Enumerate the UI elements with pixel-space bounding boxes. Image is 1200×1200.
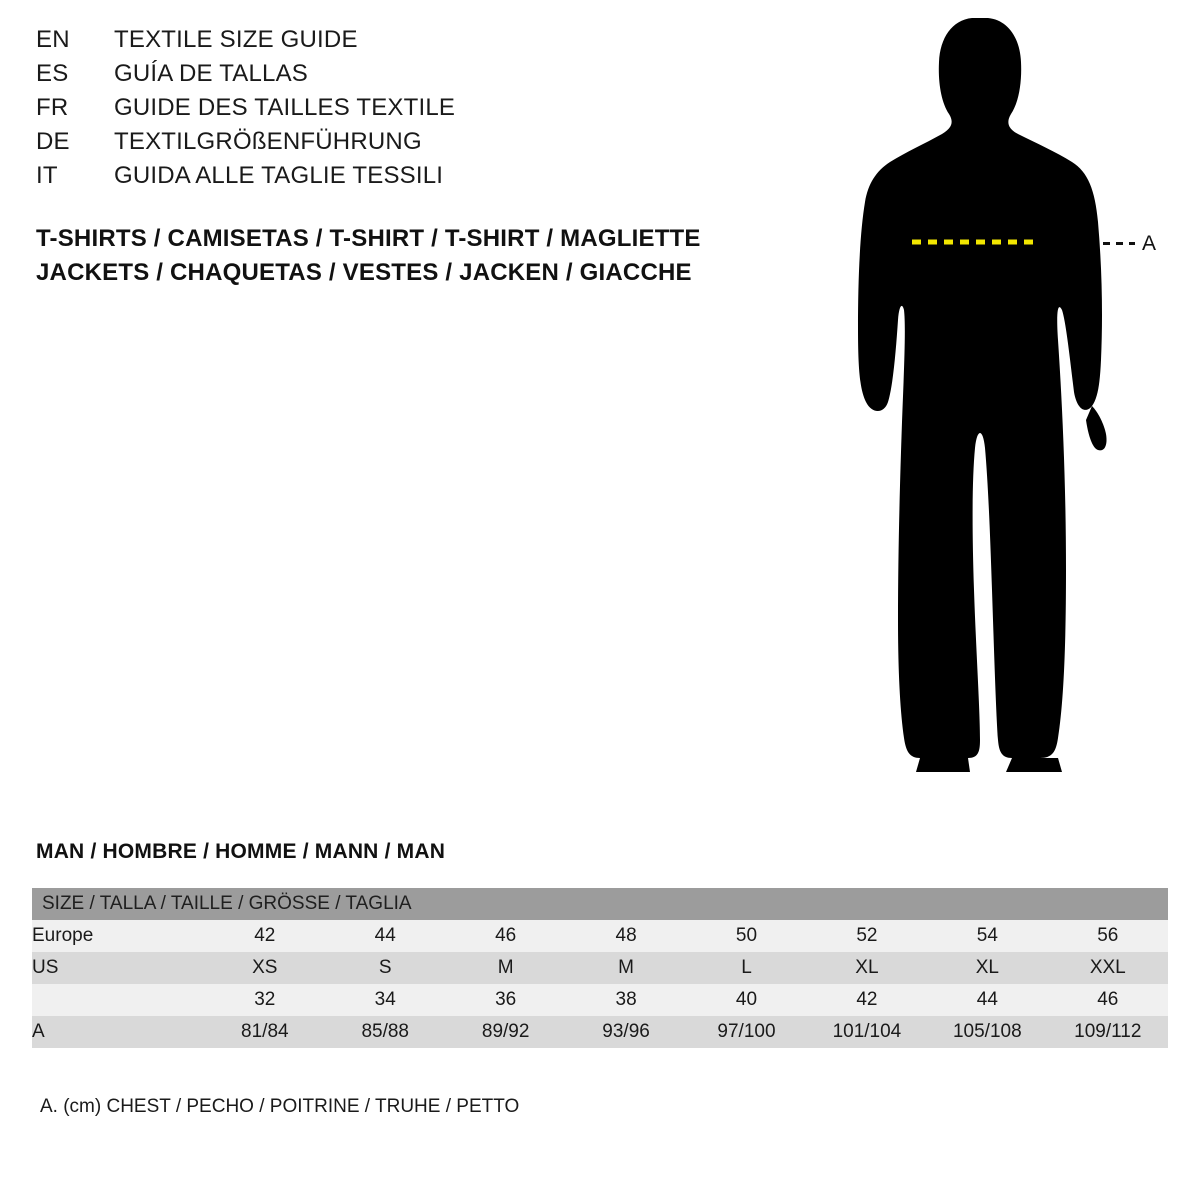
man-silhouette-icon: [820, 10, 1180, 800]
table-row: [32, 952, 1168, 984]
cell: 89/92: [445, 1016, 565, 1048]
language-row: [36, 60, 756, 94]
cell: 36: [445, 984, 565, 1016]
cell: XL: [927, 952, 1047, 984]
language-code: ES: [36, 60, 69, 87]
language-title: GUIDA ALLE TAGLIE TESSILI: [114, 162, 444, 189]
table-row: [32, 984, 1168, 1016]
table-row: [32, 920, 1168, 952]
cell: 40: [686, 984, 806, 1016]
language-row: [36, 26, 756, 60]
language-code: DE: [36, 128, 70, 155]
cell: 38: [566, 984, 686, 1016]
table-section-title: MAN / HOMBRE / HOMME / MANN / MAN: [36, 840, 446, 863]
cell: 81/84: [205, 1016, 325, 1048]
size-table: [32, 888, 1168, 1048]
language-row: [36, 94, 756, 128]
cell: 42: [807, 984, 927, 1016]
cell: 105/108: [927, 1016, 1047, 1048]
row-label: A: [32, 1016, 205, 1048]
language-row: [36, 128, 756, 162]
category-line-jackets: JACKETS / CHAQUETAS / VESTES / JACKEN / GIACCHE: [36, 259, 692, 286]
language-row: [36, 162, 756, 196]
language-title: TEXTILE SIZE GUIDE: [114, 26, 358, 53]
language-code: FR: [36, 94, 69, 121]
row-label: Europe: [32, 920, 205, 952]
cell: M: [566, 952, 686, 984]
cell: 52: [807, 920, 927, 952]
cell: 54: [927, 920, 1047, 952]
table-header-label: SIZE / TALLA / TAILLE / GRÖSSE / TAGLIA: [32, 888, 1168, 920]
row-label: US: [32, 952, 205, 984]
measure-label-a: A: [1142, 232, 1157, 255]
row-label: [32, 984, 205, 1016]
table-row: [32, 1016, 1168, 1048]
cell: 56: [1048, 920, 1168, 952]
cell: 42: [205, 920, 325, 952]
language-title: GUÍA DE TALLAS: [114, 60, 308, 87]
language-header-block: [36, 26, 756, 196]
measure-leader-dashes: [1103, 242, 1135, 245]
cell: 97/100: [686, 1016, 806, 1048]
cell: 48: [566, 920, 686, 952]
cell: 32: [205, 984, 325, 1016]
cell: 93/96: [566, 1016, 686, 1048]
cell: 101/104: [807, 1016, 927, 1048]
cell: 44: [325, 920, 445, 952]
table-header-row: [32, 888, 1168, 920]
cell: 44: [927, 984, 1047, 1016]
cell: 46: [1048, 984, 1168, 1016]
cell: XS: [205, 952, 325, 984]
cell: 46: [445, 920, 565, 952]
language-code: EN: [36, 26, 70, 53]
body-silhouette-figure: [820, 10, 1180, 800]
cell: XXL: [1048, 952, 1168, 984]
language-title: GUIDE DES TAILLES TEXTILE: [114, 94, 456, 121]
cell: XL: [807, 952, 927, 984]
cell: S: [325, 952, 445, 984]
cell: M: [445, 952, 565, 984]
cell: 50: [686, 920, 806, 952]
cell: 34: [325, 984, 445, 1016]
category-line-tshirts: T-SHIRTS / CAMISETAS / T-SHIRT / T-SHIRT / MAGLIETTE: [36, 225, 701, 252]
language-title: TEXTILGRÖßENFÜHRUNG: [114, 128, 422, 155]
cell: 109/112: [1048, 1016, 1168, 1048]
language-code: IT: [36, 162, 58, 189]
table-footnote: A. (cm) CHEST / PECHO / POITRINE / TRUHE / PETTO: [40, 1096, 520, 1117]
category-block: [36, 222, 776, 290]
cell: 85/88: [325, 1016, 445, 1048]
cell: L: [686, 952, 806, 984]
